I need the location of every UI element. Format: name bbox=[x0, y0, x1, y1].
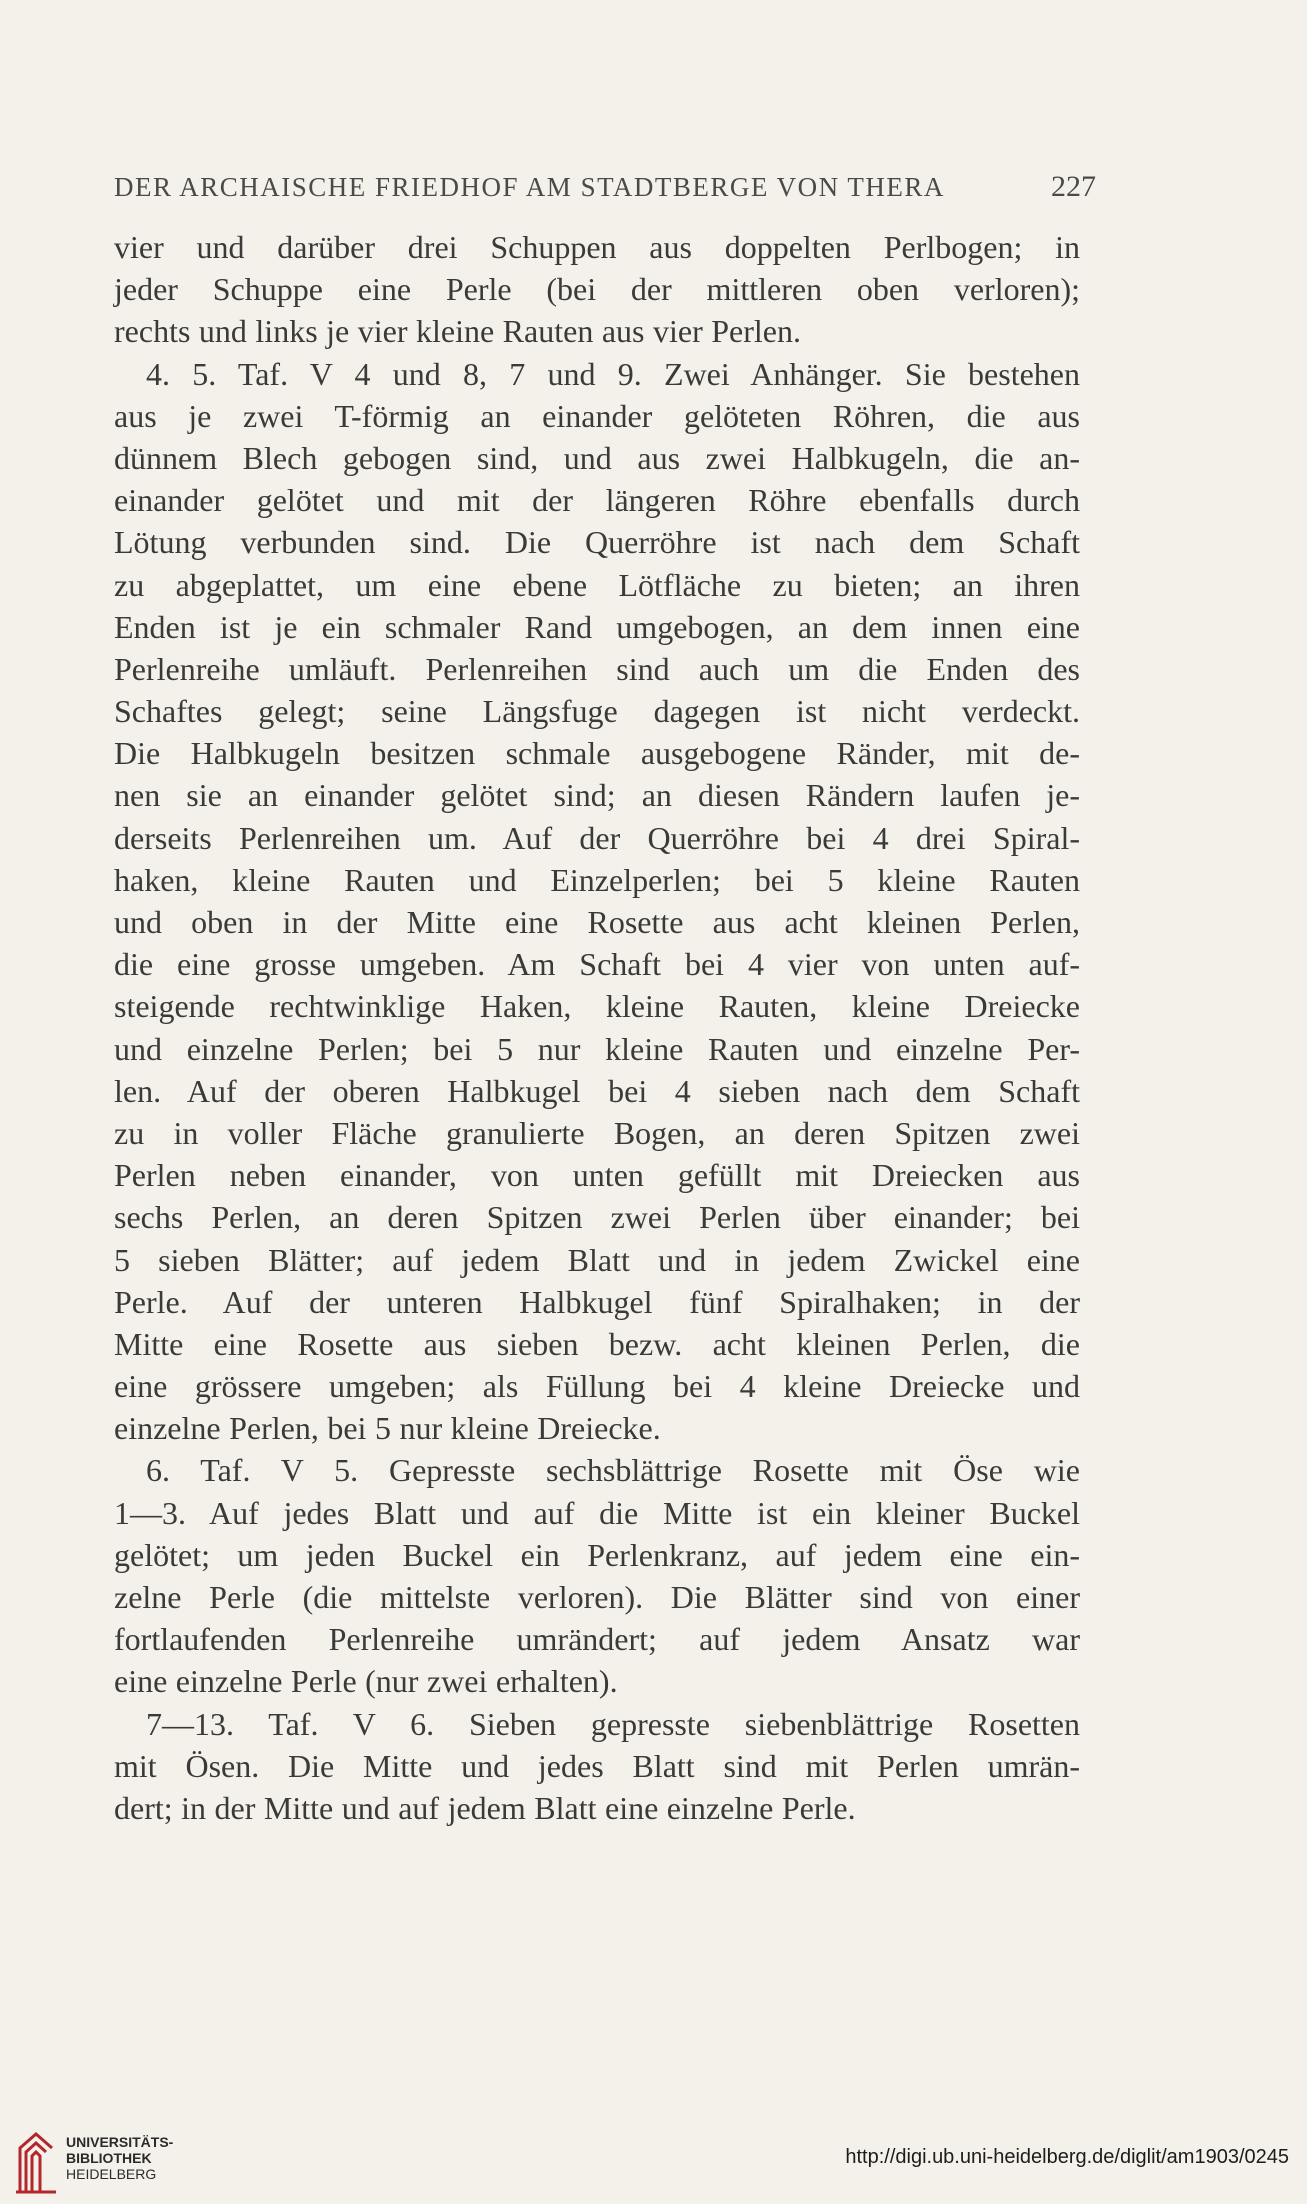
text-line: dünnem Blech gebogen sind, und aus zwei Halbkugeln, die an- bbox=[114, 439, 1080, 476]
text-line: eine einzelne Perle (nur zwei erhalten). bbox=[114, 1663, 618, 1700]
text-line: vier und darüber drei Schuppen aus doppelten Perlbogen; in bbox=[114, 229, 1080, 265]
library-name-line3: HEIDELBERG bbox=[66, 2166, 157, 2182]
page-number: 227 bbox=[1051, 170, 1096, 203]
text-line: zu abgeplattet, um eine ebene Lötfläche zu bieten; an ihren bbox=[114, 566, 1080, 603]
text-line: Perlen neben einander, von unten gefüllt mit Dreiecken aus bbox=[114, 1157, 1080, 1194]
text-line: haken, kleine Rauten und Einzelperlen; bei 5 kleine Rauten bbox=[114, 861, 1080, 898]
permalink-url[interactable]: http://digi.ub.uni-heidelberg.de/diglit/am1903/0245 bbox=[845, 2146, 1289, 2168]
text-line: Perle. Auf der unteren Halbkugel fünf Spiralhaken; in der bbox=[114, 1283, 1080, 1320]
heidelberg-library-logo-icon[interactable] bbox=[14, 2126, 58, 2194]
text-line: 4. 5. Taf. V 4 und 8, 7 und 9. Zwei Anhänger. Sie bestehen bbox=[146, 355, 1080, 392]
text-line: jeder Schuppe eine Perle (bei der mittleren oben verloren); bbox=[114, 271, 1080, 308]
text-line: einander gelötet und mit der längeren Röhre ebenfalls durch bbox=[114, 482, 1080, 519]
text-line: 5 sieben Blätter; auf jedem Blatt und in jedem Zwickel eine bbox=[114, 1241, 1080, 1278]
text-line: Schaftes gelegt; seine Längsfuge dagegen ist nicht verdeckt. bbox=[114, 693, 1080, 730]
text-line: dert; in der Mitte und auf jedem Blatt eine einzelne Perle. bbox=[114, 1789, 856, 1826]
text-line: steigende rechtwinklige Haken, kleine Rauten, kleine Dreiecke bbox=[114, 988, 1080, 1025]
text-line: die eine grosse umgeben. Am Schaft bei 4 vier von unten auf- bbox=[114, 946, 1080, 983]
text-line: aus je zwei T-förmig an einander gelöteten Röhren, die aus bbox=[114, 397, 1080, 434]
text-line: 6. Taf. V 5. Gepresste sechsblättrige Rosette mit Öse wie bbox=[146, 1452, 1080, 1489]
text-line: 7—13. Taf. V 6. Sieben gepresste siebenblättrige Rosetten bbox=[146, 1705, 1080, 1742]
text-line: fortlaufenden Perlenreihe umrändert; auf jedem Ansatz war bbox=[114, 1621, 1080, 1658]
text-line: zelne Perle (die mittelste verloren). Die Blätter sind von einer bbox=[114, 1579, 1080, 1615]
text-line: und einzelne Perlen; bei 5 nur kleine Rauten und einzelne Per- bbox=[114, 1030, 1080, 1067]
text-line: und oben in der Mitte eine Rosette aus acht kleinen Perlen, bbox=[114, 904, 1080, 940]
text-line: 1—3. Auf jedes Blatt und auf die Mitte ist ein kleiner Buckel bbox=[114, 1494, 1080, 1531]
text-line: rechts und links je vier kleine Rauten aus vier Perlen. bbox=[114, 313, 801, 350]
text-line: len. Auf der oberen Halbkugel bei 4 sieben nach dem Schaft bbox=[114, 1072, 1080, 1109]
text-line: Die Halbkugeln besitzen schmale ausgebogene Ränder, mit de- bbox=[114, 735, 1080, 772]
running-title: DER ARCHAISCHE FRIEDHOF AM STADTBERGE VON THERA bbox=[114, 172, 945, 202]
running-header bbox=[114, 170, 1096, 204]
body-text bbox=[114, 226, 1080, 1829]
text-line: mit Ösen. Die Mitte und jedes Blatt sind mit Perlen umrän- bbox=[114, 1747, 1080, 1784]
footer-bar bbox=[0, 2126, 1307, 2204]
text-line: nen sie an einander gelötet sind; an diesen Rändern laufen je- bbox=[114, 777, 1080, 814]
text-line: gelötet; um jeden Buckel ein Perlenkranz, auf jedem eine ein- bbox=[114, 1536, 1080, 1573]
text-line: derseits Perlenreihen um. Auf der Querröhre bei 4 drei Spiral- bbox=[114, 819, 1080, 856]
text-line: eine grössere umgeben; als Füllung bei 4 kleine Dreiecke und bbox=[114, 1368, 1080, 1405]
library-name bbox=[66, 2134, 173, 2182]
text-line: Enden ist je ein schmaler Rand umgebogen, an dem innen eine bbox=[114, 608, 1080, 645]
text-line: zu in voller Fläche granulierte Bogen, an deren Spitzen zwei bbox=[114, 1114, 1080, 1151]
text-line: Lötung verbunden sind. Die Querröhre ist nach dem Schaft bbox=[114, 524, 1080, 561]
library-name-line1: UNIVERSITÄTS- bbox=[66, 2134, 174, 2150]
library-name-line2: BIBLIOTHEK bbox=[66, 2150, 152, 2166]
text-line: Perlenreihe umläuft. Perlenreihen sind auch um die Enden des bbox=[114, 650, 1080, 687]
text-line: sechs Perlen, an deren Spitzen zwei Perlen über einander; bei bbox=[114, 1199, 1080, 1236]
text-line: Mitte eine Rosette aus sieben bezw. acht kleinen Perlen, die bbox=[114, 1325, 1080, 1362]
text-line: einzelne Perlen, bei 5 nur kleine Dreiecke. bbox=[114, 1410, 661, 1447]
